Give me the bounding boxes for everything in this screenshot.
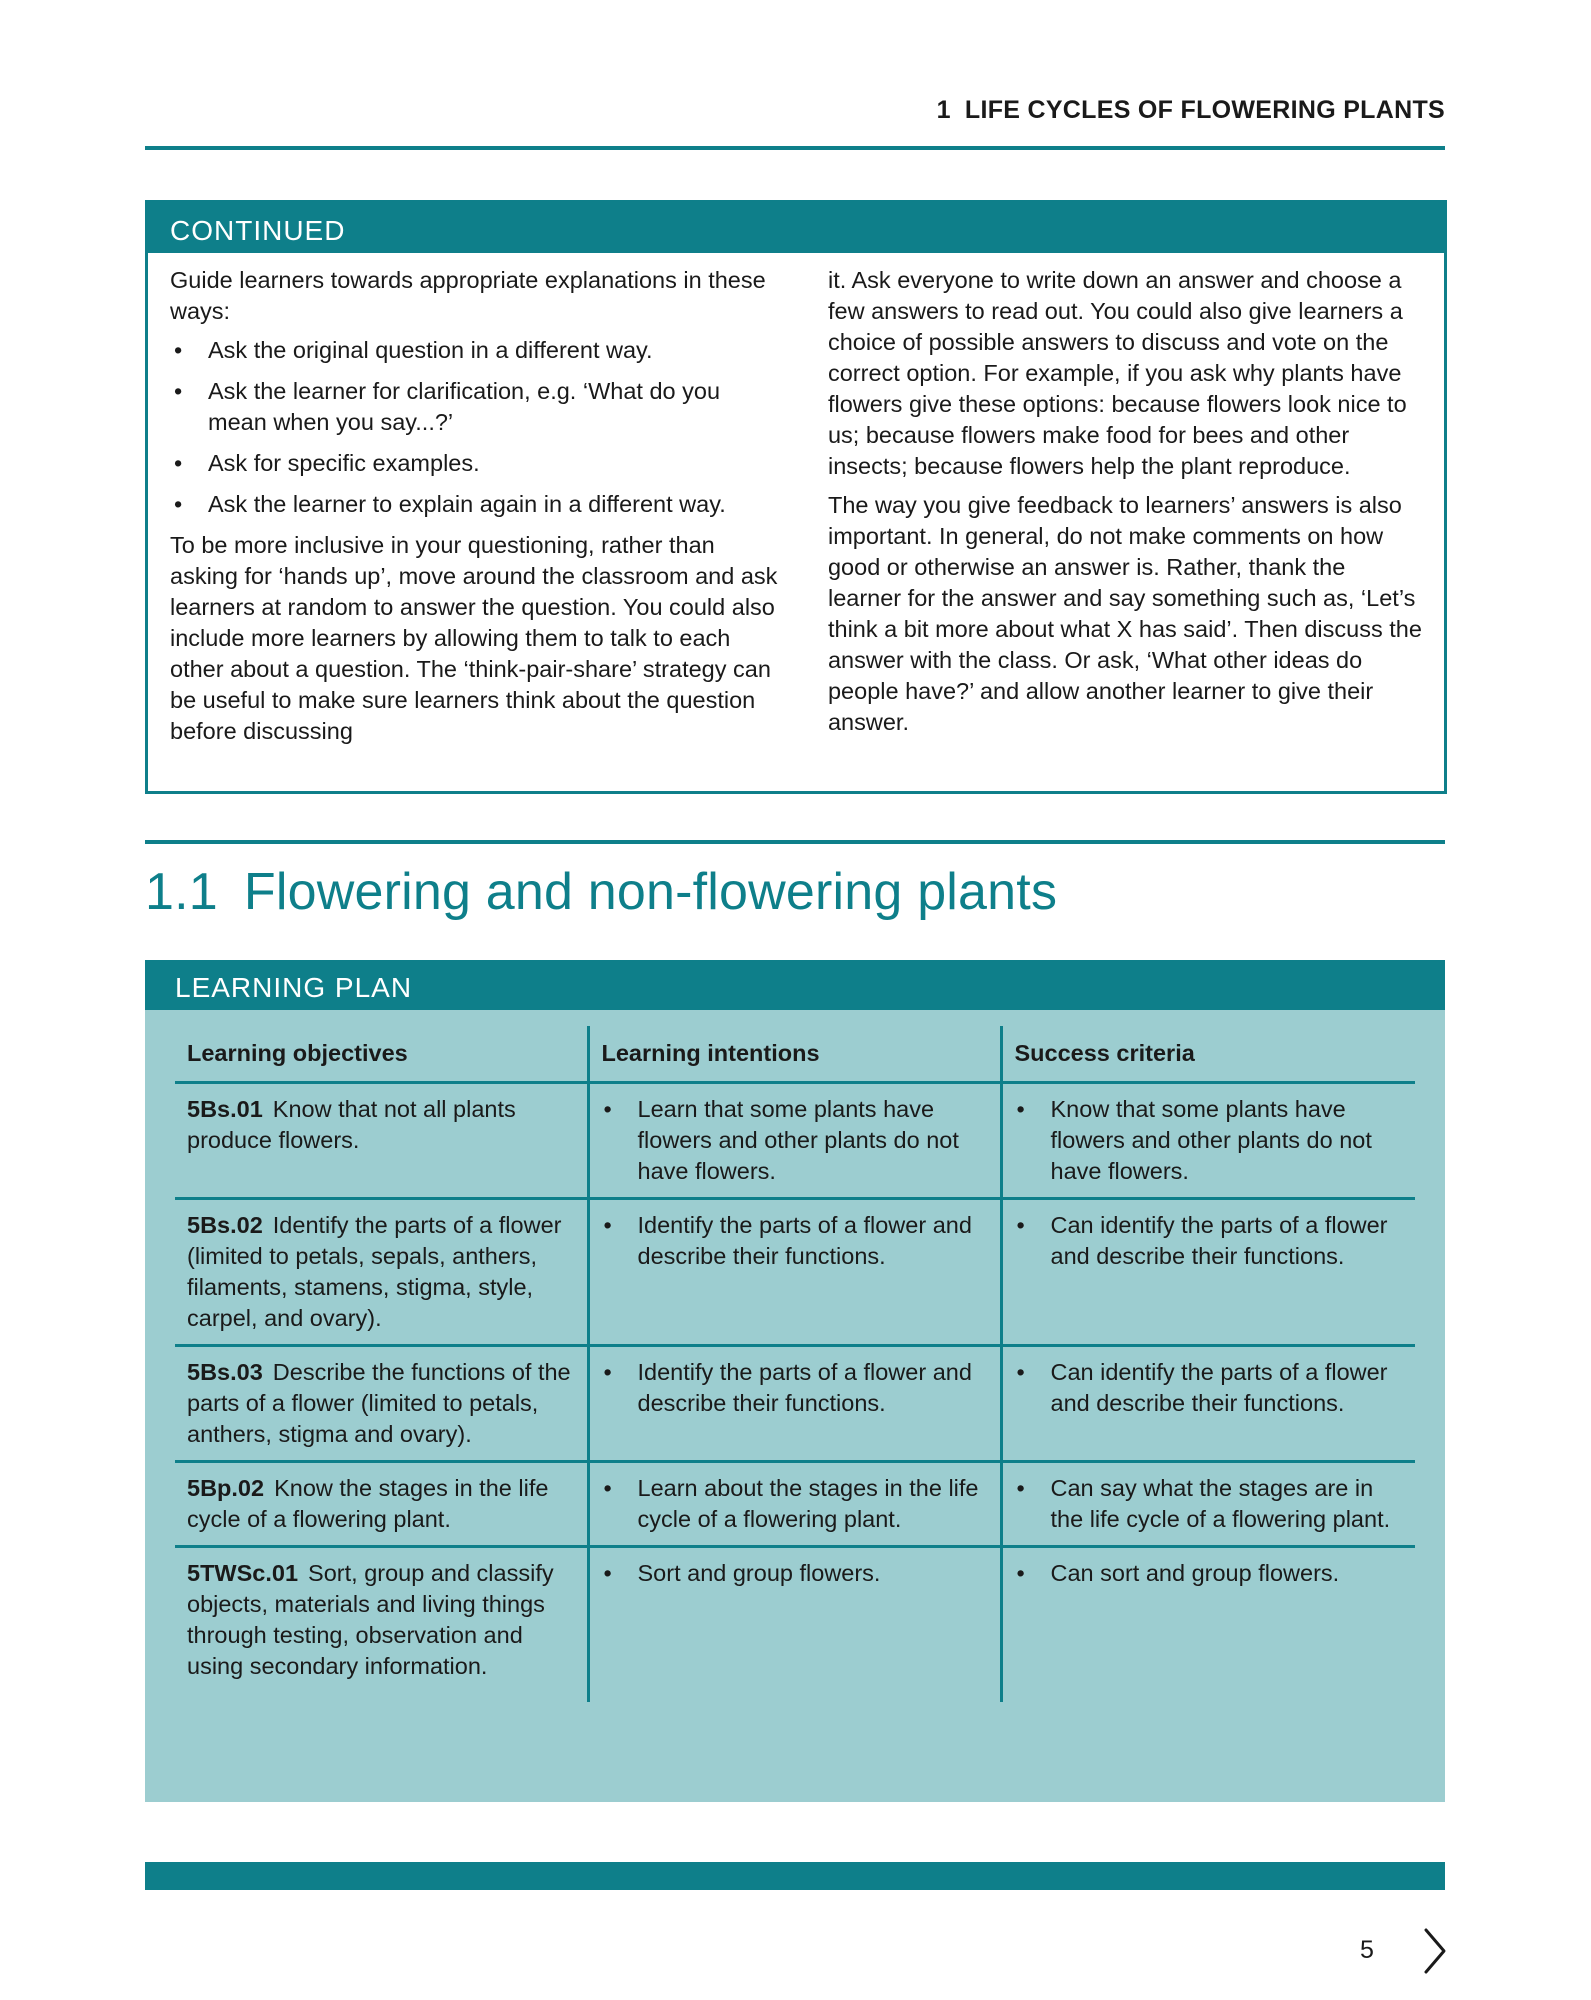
- objective-cell: [175, 1462, 588, 1547]
- intention-text: • Learn about the stages in the life cycle of a flowering plant.: [602, 1473, 988, 1535]
- objective-code: 5Bs.03: [187, 1359, 263, 1385]
- objective-cell: [175, 1346, 588, 1462]
- learning-plan-title: LEARNING PLAN: [145, 960, 1445, 1010]
- objective-text: Describe the functions of the parts of a flower (limited to petals, anthers, stigma and ovary).: [187, 1359, 571, 1447]
- intention-text: • Identify the parts of a flower and describe their functions.: [602, 1210, 988, 1272]
- criteria-cell: [1001, 1083, 1415, 1199]
- column-header: Learning objectives: [175, 1026, 588, 1083]
- section-number: 1.1: [145, 863, 218, 921]
- learning-plan-table: [175, 1026, 1415, 1702]
- criteria-cell: [1001, 1346, 1415, 1462]
- running-header: [145, 96, 1445, 125]
- table-row: [175, 1547, 1415, 1703]
- criteria-text: • Can sort and group flowers.: [1015, 1558, 1404, 1589]
- table-row: [175, 1083, 1415, 1199]
- chevron-right-icon[interactable]: [1420, 1926, 1450, 1976]
- criteria-text: • Can identify the parts of a flower and describe their functions.: [1015, 1357, 1404, 1419]
- objective-text: Sort, group and classify objects, materials and living things through testing, observation and using secondary information.: [187, 1560, 554, 1679]
- section-rule: [145, 840, 1445, 844]
- objective-text: Identify the parts of a flower (limited to petals, sepals, anthers, filaments, stamens, stigma, style, carpel, and ovary).: [187, 1212, 562, 1331]
- continued-paragraph: The way you give feedback to learners’ answers is also important. In general, do not make comments on how good or otherwise an answer is. Rather, thank the learner for the answer and say something such as, ‘Let’s think a bit more about what X has said’. Then discuss the answer with the class. Or ask, ‘What other ideas do people have?’ and allow another learner to give their answer.: [827, 492, 1422, 735]
- continued-title: CONTINUED: [148, 203, 1444, 253]
- table-row: [175, 1346, 1415, 1462]
- continued-paragraph: To be more inclusive in your questioning, rather than asking for ‘hands up’, move around the classroom and ask learners at random to answer the question. You could also include more learners by allowing them to talk to each other about a question. The ‘think-pair-share’ strategy can be useful to make sure learners think about the question before discussing: [170, 532, 778, 744]
- continued-bullet: • Ask the original question in a different way.: [170, 335, 778, 366]
- column-header: Learning intentions: [588, 1026, 1001, 1083]
- objective-code: 5Bs.01: [187, 1096, 263, 1122]
- continued-box: [145, 200, 1447, 794]
- intention-cell: [588, 1083, 1001, 1199]
- intention-text: • Identify the parts of a flower and describe their functions.: [602, 1357, 988, 1419]
- criteria-text: • Know that some plants have flowers and other plants do not have flowers.: [1015, 1094, 1404, 1187]
- table-row: [175, 1462, 1415, 1547]
- objective-code: 5Bs.02: [187, 1212, 263, 1238]
- intention-text: • Sort and group flowers.: [602, 1558, 988, 1589]
- continued-right-column: [828, 265, 1422, 755]
- intention-cell: [588, 1199, 1001, 1346]
- continued-body: [148, 253, 1444, 755]
- criteria-cell: [1001, 1547, 1415, 1703]
- footer-bar: [145, 1862, 1445, 1890]
- objective-text: Know the stages in the life cycle of a flowering plant.: [187, 1475, 549, 1532]
- continued-intro: Guide learners towards appropriate explanations in these ways:: [170, 267, 766, 324]
- objective-cell: [175, 1199, 588, 1346]
- header-rule: [145, 146, 1445, 150]
- intention-cell: [588, 1547, 1001, 1703]
- objective-code: 5Bp.02: [187, 1475, 265, 1501]
- learning-plan-box: [145, 960, 1445, 1802]
- intention-cell: [588, 1462, 1001, 1547]
- page-number: 5: [1360, 1936, 1374, 1964]
- chapter-number: 1: [936, 96, 951, 124]
- intention-text: • Learn that some plants have flowers and other plants do not have flowers.: [602, 1094, 988, 1187]
- table-row: [175, 1199, 1415, 1346]
- criteria-cell: [1001, 1199, 1415, 1346]
- section-title-text: Flowering and non-flowering plants: [243, 863, 1058, 921]
- column-header: Success criteria: [1001, 1026, 1415, 1083]
- intention-cell: [588, 1346, 1001, 1462]
- objective-cell: [175, 1083, 588, 1199]
- objective-cell: [175, 1547, 588, 1703]
- section-title: [145, 862, 1057, 922]
- chapter-title: LIFE CYCLES OF FLOWERING PLANTS: [964, 96, 1445, 124]
- objective-code: 5TWSc.01: [187, 1560, 299, 1586]
- continued-bullet-list: [170, 335, 778, 520]
- criteria-cell: [1001, 1462, 1415, 1547]
- continued-bullet: • Ask the learner for clarification, e.g. ‘What do you mean when you say...?’: [170, 376, 778, 438]
- criteria-text: • Can identify the parts of a flower and describe their functions.: [1015, 1210, 1404, 1272]
- continued-bullet: • Ask for specific examples.: [170, 448, 778, 479]
- objective-text: Know that not all plants produce flowers.: [187, 1096, 516, 1153]
- table-header-row: [175, 1026, 1415, 1083]
- continued-paragraph: it. Ask everyone to write down an answer and choose a few answers to read out. You could also give learners a choice of possible answers to discuss and vote on the correct option. For example, if you ask why plants have flowers give these options: because flowers look nice to us; because flowers make food for bees and other insects; because flowers help the plant reproduce.: [827, 267, 1407, 479]
- criteria-text: • Can say what the stages are in the life cycle of a flowering plant.: [1015, 1473, 1404, 1535]
- continued-bullet: • Ask the learner to explain again in a different way.: [170, 489, 778, 520]
- continued-left-column: [170, 265, 778, 755]
